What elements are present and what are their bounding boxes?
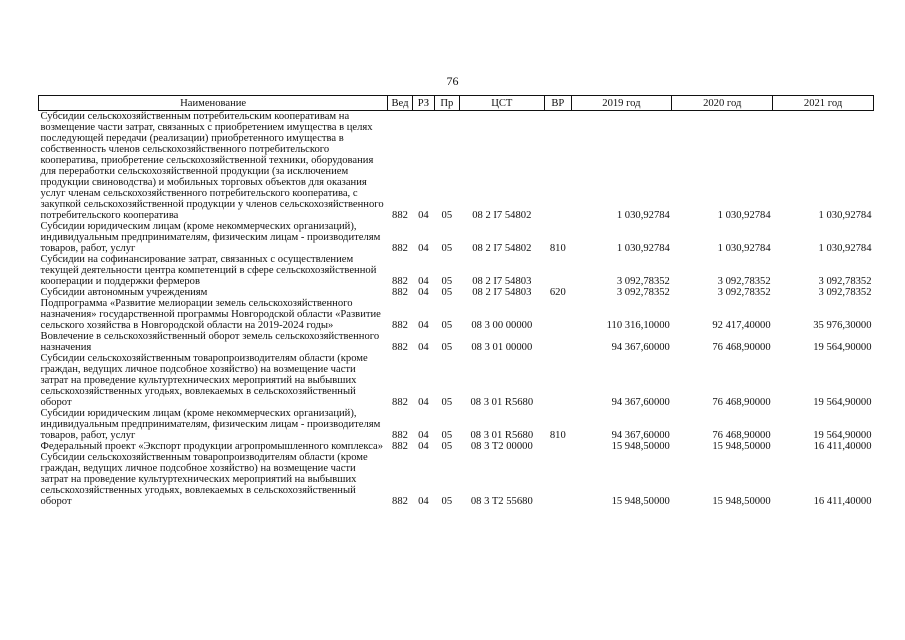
row-2021: 3 092,78352	[818, 276, 872, 287]
row-2020: 15 948,50000	[712, 496, 771, 507]
row-vr: 810	[549, 430, 566, 441]
header-ved: Вед	[388, 96, 412, 111]
row-pr: 05	[441, 276, 453, 287]
row-rz: 04	[418, 276, 429, 287]
row-2021: 19 564,90000	[813, 430, 872, 441]
row-2019: 15 948,50000	[611, 441, 670, 452]
table-row	[39, 441, 874, 452]
row-rz: 04	[418, 210, 429, 221]
row-name: Субсидии сельскохозяйственным товаропроизводителям области (кроме граждан, ведущих личное подсобное хозяйство) на возмещение части затрат на проведение культуртехнических мероприятий на выбывших сельскохозяйственных угодьях, вовлекаемых в сельскохозяйственный оборот	[40, 452, 368, 507]
row-pr: 05	[441, 210, 453, 221]
table-row	[39, 408, 874, 441]
row-rz: 04	[418, 320, 429, 331]
row-pr: 05	[441, 441, 453, 452]
header-pr: Пр	[435, 96, 459, 111]
row-vr	[545, 331, 571, 353]
page-number: 76	[446, 74, 459, 88]
header-rz: РЗ	[412, 96, 434, 111]
row-ved: 882	[392, 342, 408, 353]
row-2021: 16 411,40000	[813, 496, 872, 507]
row-cst: 08 3 T2 55680	[470, 496, 533, 507]
row-2020: 76 468,90000	[712, 397, 771, 408]
row-name: Субсидии юридическим лицам (кроме некоммерческих организаций), индивидуальным предпринимателям, физическим лицам - производителям товаров, работ, услуг	[40, 221, 381, 254]
row-2019: 3 092,78352	[616, 287, 670, 298]
row-vr	[545, 111, 571, 222]
row-cst: 08 2 I7 54803	[472, 276, 532, 287]
row-2019: 94 367,60000	[611, 430, 670, 441]
row-2019: 1 030,92784	[616, 243, 670, 254]
row-2019: 94 367,60000	[611, 342, 670, 353]
row-2021: 1 030,92784	[818, 210, 872, 221]
row-2019: 3 092,78352	[616, 276, 670, 287]
table-row	[39, 287, 874, 298]
row-ved: 882	[392, 276, 408, 287]
row-pr: 05	[441, 243, 453, 254]
row-cst: 08 3 T2 00000	[470, 441, 533, 452]
row-vr	[545, 452, 571, 507]
row-2021: 19 564,90000	[813, 397, 872, 408]
row-rz: 04	[418, 430, 429, 441]
row-name: Субсидии сельскохозяйственным товаропроизводителям области (кроме граждан, ведущих личное подсобное хозяйство) на возмещение части затрат на проведение культуртехнических мероприятий на выбывших сельскохозяйственных угодьях, вовлекаемых в сельскохозяйственный оборот	[40, 353, 368, 408]
row-cst: 08 3 01 00000	[471, 342, 533, 353]
row-vr	[545, 441, 571, 452]
header-2020: 2020 год	[672, 96, 773, 111]
row-pr: 05	[441, 496, 453, 507]
row-2020: 92 417,40000	[712, 320, 771, 331]
row-2021: 35 976,30000	[813, 320, 872, 331]
row-2021: 19 564,90000	[813, 342, 872, 353]
header-vr: ВР	[545, 96, 571, 111]
row-2021: 3 092,78352	[818, 287, 872, 298]
row-2020: 1 030,92784	[717, 210, 771, 221]
row-name: Субсидии сельскохозяйственным потребительским кооперативам на возмещение части затрат, связанных с приобретением имущества в целях последующей передачи (реализации) приобретенного имущества в собственность членов сельскохозяйственного потребительского кооператива, приобретение сельскохозяйственной техники, оборудования для переработки сельскохозяйственной продукции (за исключением продукции свиноводства) и мобильных торговых объектов для оказания услуг членам сельскохозяйственного потребительского кооператива, с закупкой сельскохозяйственной продукции у членов сельскохозяйственного потребительского кооператива	[40, 111, 384, 221]
table-row	[39, 111, 874, 222]
row-ved: 882	[392, 496, 408, 507]
row-2020: 1 030,92784	[717, 243, 771, 254]
header-2019: 2019 год	[571, 96, 672, 111]
row-rz: 04	[418, 243, 429, 254]
row-2019: 15 948,50000	[611, 496, 670, 507]
table-row	[39, 254, 874, 287]
row-2021: 16 411,40000	[813, 441, 872, 452]
row-pr: 05	[441, 342, 453, 353]
row-name: Субсидии на софинансирование затрат, связанных с осуществлением текущей деятельности центра компетенций в сфере сельскохозяйственной кооперации и поддержки фермеров	[40, 254, 377, 287]
row-2020: 3 092,78352	[717, 276, 771, 287]
row-name: Вовлечение в сельскохозяйственный оборот земель сельскохозяйственного назначения	[40, 331, 380, 353]
row-ved: 882	[392, 243, 408, 254]
row-cst: 08 3 00 00000	[471, 320, 533, 331]
row-2020: 3 092,78352	[717, 287, 771, 298]
table-row	[39, 353, 874, 408]
row-rz: 04	[418, 397, 429, 408]
table-row	[39, 221, 874, 254]
row-ved: 882	[392, 397, 408, 408]
row-cst: 08 3 01 R5680	[470, 397, 534, 408]
row-vr: 620	[549, 287, 566, 298]
row-cst: 08 2 I7 54803	[472, 287, 532, 298]
row-name: Федеральный проект «Экспорт продукции агропромышленного комплекса»	[40, 441, 384, 452]
row-rz: 04	[418, 342, 429, 353]
row-ved: 882	[392, 320, 408, 331]
row-pr: 05	[441, 430, 453, 441]
row-pr: 05	[441, 397, 453, 408]
row-name: Субсидии юридическим лицам (кроме некоммерческих организаций), индивидуальным предпринимателям, физическим лицам - производителям товаров, работ, услуг	[40, 408, 381, 441]
row-pr: 05	[441, 287, 453, 298]
row-ved: 882	[392, 430, 408, 441]
row-2019: 110 316,10000	[606, 320, 670, 331]
row-name: Подпрограмма «Развитие мелиорации земель сельскохозяйственного назначения» государственной программы Новгородской области «Развитие сельского хозяйства в Новгородской области на 2019-2024 годы»	[40, 298, 381, 331]
row-2020: 15 948,50000	[712, 441, 771, 452]
row-2020: 76 468,90000	[712, 430, 771, 441]
row-pr: 05	[441, 320, 453, 331]
row-2021: 1 030,92784	[818, 243, 872, 254]
table-header-row	[39, 96, 874, 111]
header-name: Наименование	[39, 96, 388, 111]
row-ved: 882	[392, 287, 408, 298]
row-name: Субсидии автономным учреждениям	[40, 287, 208, 298]
row-cst: 08 3 01 R5680	[470, 430, 534, 441]
row-cst: 08 2 I7 54802	[472, 210, 532, 221]
row-rz: 04	[418, 441, 429, 452]
row-vr	[545, 298, 571, 331]
row-vr	[545, 254, 571, 287]
row-ved: 882	[392, 210, 408, 221]
table-row	[39, 452, 874, 507]
row-rz: 04	[418, 287, 429, 298]
table-row	[39, 331, 874, 353]
row-cst: 08 2 I7 54802	[472, 243, 532, 254]
row-vr: 810	[549, 243, 566, 254]
row-ved: 882	[392, 441, 408, 452]
budget-table	[38, 95, 874, 507]
header-2021: 2021 год	[773, 96, 874, 111]
header-cst: ЦСТ	[459, 96, 545, 111]
row-2019: 1 030,92784	[616, 210, 670, 221]
table-row	[39, 298, 874, 331]
row-2019: 94 367,60000	[611, 397, 670, 408]
row-vr	[545, 353, 571, 408]
row-rz: 04	[418, 496, 429, 507]
row-2020: 76 468,90000	[712, 342, 771, 353]
